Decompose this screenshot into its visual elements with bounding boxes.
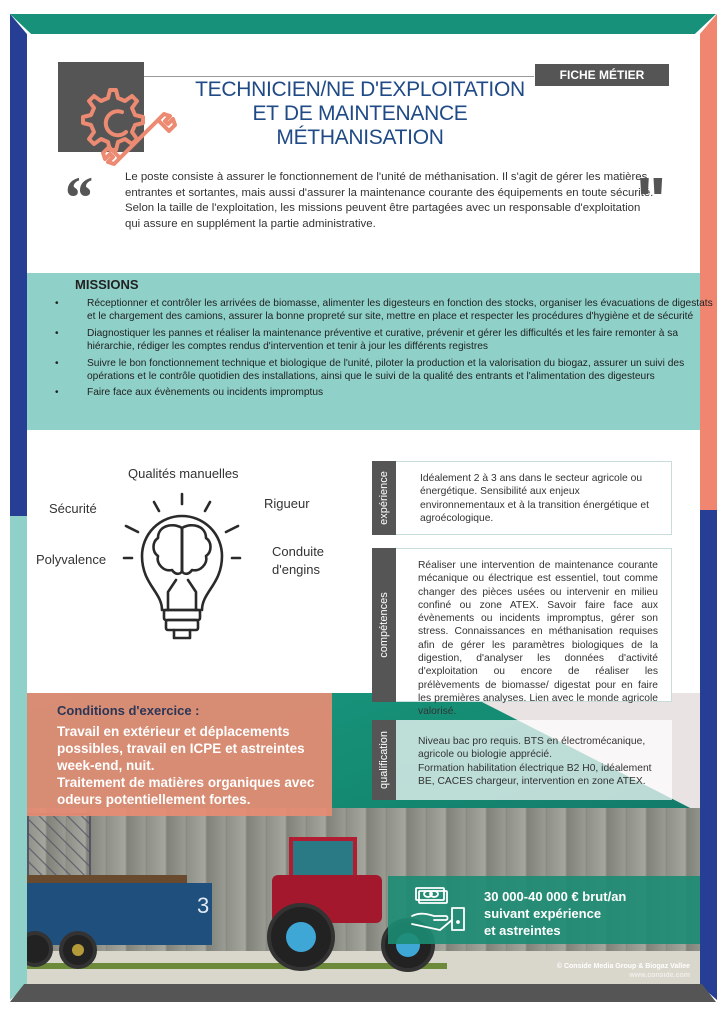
- conditions-title: Conditions d'exercice :: [57, 703, 200, 718]
- page-title: [170, 78, 550, 150]
- missions-title: MISSIONS: [75, 277, 139, 292]
- quality-versatility: Polyvalence: [36, 552, 107, 567]
- trailer-number: 3: [197, 893, 210, 918]
- quality-manual: Qualités manuelles: [128, 466, 239, 481]
- missions-section: [27, 273, 713, 430]
- frame-left-border-teal: [10, 516, 27, 1000]
- qualification-label: qualification: [372, 720, 396, 800]
- conditions-text: Travail en extérieur et déplacements possibles, travail en ICPE et astreintes week-end, nuit. Traitement de matières organiques avec odeurs potentiellement fortes.: [57, 724, 315, 807]
- intro-text: Le poste consiste à assurer le fonctionnement de l'unité de méthanisation. Il s'agit de gérer les matières entrantes et sortantes, mais aussi d'assurer la maintenance courante des équipements en toute sécurité. Selon la taille de l'exploitation, les missions peuvent être partagées avec un responsable d'exploitation qui assure en supplément la partie administrative.: [125, 171, 654, 230]
- trailer-wheel: [59, 931, 97, 969]
- quality-rigor: Rigueur: [264, 496, 310, 511]
- missions-list: [61, 297, 719, 403]
- fiche-metier-badge: FICHE MÉTIER: [535, 64, 669, 86]
- salary-panel: [388, 876, 700, 944]
- competences-text: Réaliser une intervention de maintenance courante mécanique ou électrique est essentiel, tout comme changer des pièces usées ou intervenir en milieu confiné ou zone ATEX. Savoir faire face aux évènements ou incidents impromptus, gérer son stress. Connaissances en méthanisation requises afin de gérer les paramètres biologiques de la digestion, d'analyser les données d'activité d'exploitation ou encore de réaliser les prélèvements de biomasse/ digestat pour en faire les premières analyses. Lien avec le monde agricole valorisé.: [418, 560, 658, 718]
- quality-safety: Sécurité: [49, 501, 97, 516]
- photo-credit: © Conside Media Group & Biogaz Vallee www.conside.com: [556, 963, 690, 979]
- frame-top-border: [10, 14, 716, 34]
- frame-left-border-navy: [10, 14, 27, 516]
- salary-text: 30 000-40 000 € brut/an suivant expérience et astreintes: [484, 889, 627, 938]
- experience-label: expérience: [372, 461, 396, 535]
- frame-right-border-coral: [700, 14, 717, 510]
- frame-bottom-border: [10, 984, 716, 1002]
- gear-wrench-icon: [80, 80, 180, 170]
- qualification-text: Niveau bac pro requis. BTS en électromécanique, agricole ou biologie apprécié. Formation habilitation électrique B2 H0, idéalement BE, CACES chargeur, intervention en zone ATEX.: [418, 736, 652, 787]
- tractor-rear-wheel: [267, 903, 335, 971]
- trailer: [27, 883, 212, 945]
- mission-item: • Réceptionner et contrôler les arrivées de biomasse, alimenter les digesteurs en fonction des stocks, organiser les évacuations de digestats et le chargement des camions, assurer la bonne propreté sur site, mettre en place et respecter les procédures d'hygiène et de sécurité: [79, 297, 719, 324]
- frame-right-border-navy: [700, 510, 717, 1000]
- title-line-1: TECHNICIEN/NE D'EXPLOITATION: [195, 78, 525, 101]
- lightbulb-brain-icon: [118, 492, 246, 650]
- mission-item: • Suivre le bon fonctionnement technique et biologique de l'unité, piloter la production et la valorisation du biogaz, assurer un suivi des opérations et le contrôle quotidien des installations, ainsi que le suivi de la qualité des entrants et l'alimentation des digesteurs: [79, 357, 719, 384]
- quality-driving: Conduite d'engins: [272, 544, 325, 577]
- mission-item: • Faire face aux évènements ou incidents impromptus: [79, 386, 719, 399]
- photo-scaffold: [27, 813, 91, 877]
- money-hand-icon: [410, 886, 466, 934]
- experience-text: Idéalement 2 à 3 ans dans le secteur agricole ou énergétique. Sensibilité aux enjeux environnementaux et à la transition énergétique et agroécologique.: [420, 473, 649, 524]
- title-line-2: ET DE MAINTENANCE: [252, 102, 468, 125]
- open-quote-icon: “: [62, 165, 92, 231]
- mission-item: • Diagnostiquer les pannes et réaliser la maintenance préventive et curative, prévenir et gérer les difficultés et les faire remonter à sa hiérarchie, rédiger les comptes rendus d'intervention et tenir à jour les différents registres: [79, 327, 719, 354]
- title-line-3: MÉTHANISATION: [276, 126, 444, 149]
- competences-label: compétences: [372, 548, 396, 702]
- conditions-panel: [27, 693, 332, 816]
- close-quote-icon: ": [636, 164, 667, 236]
- title-rule: [144, 76, 534, 77]
